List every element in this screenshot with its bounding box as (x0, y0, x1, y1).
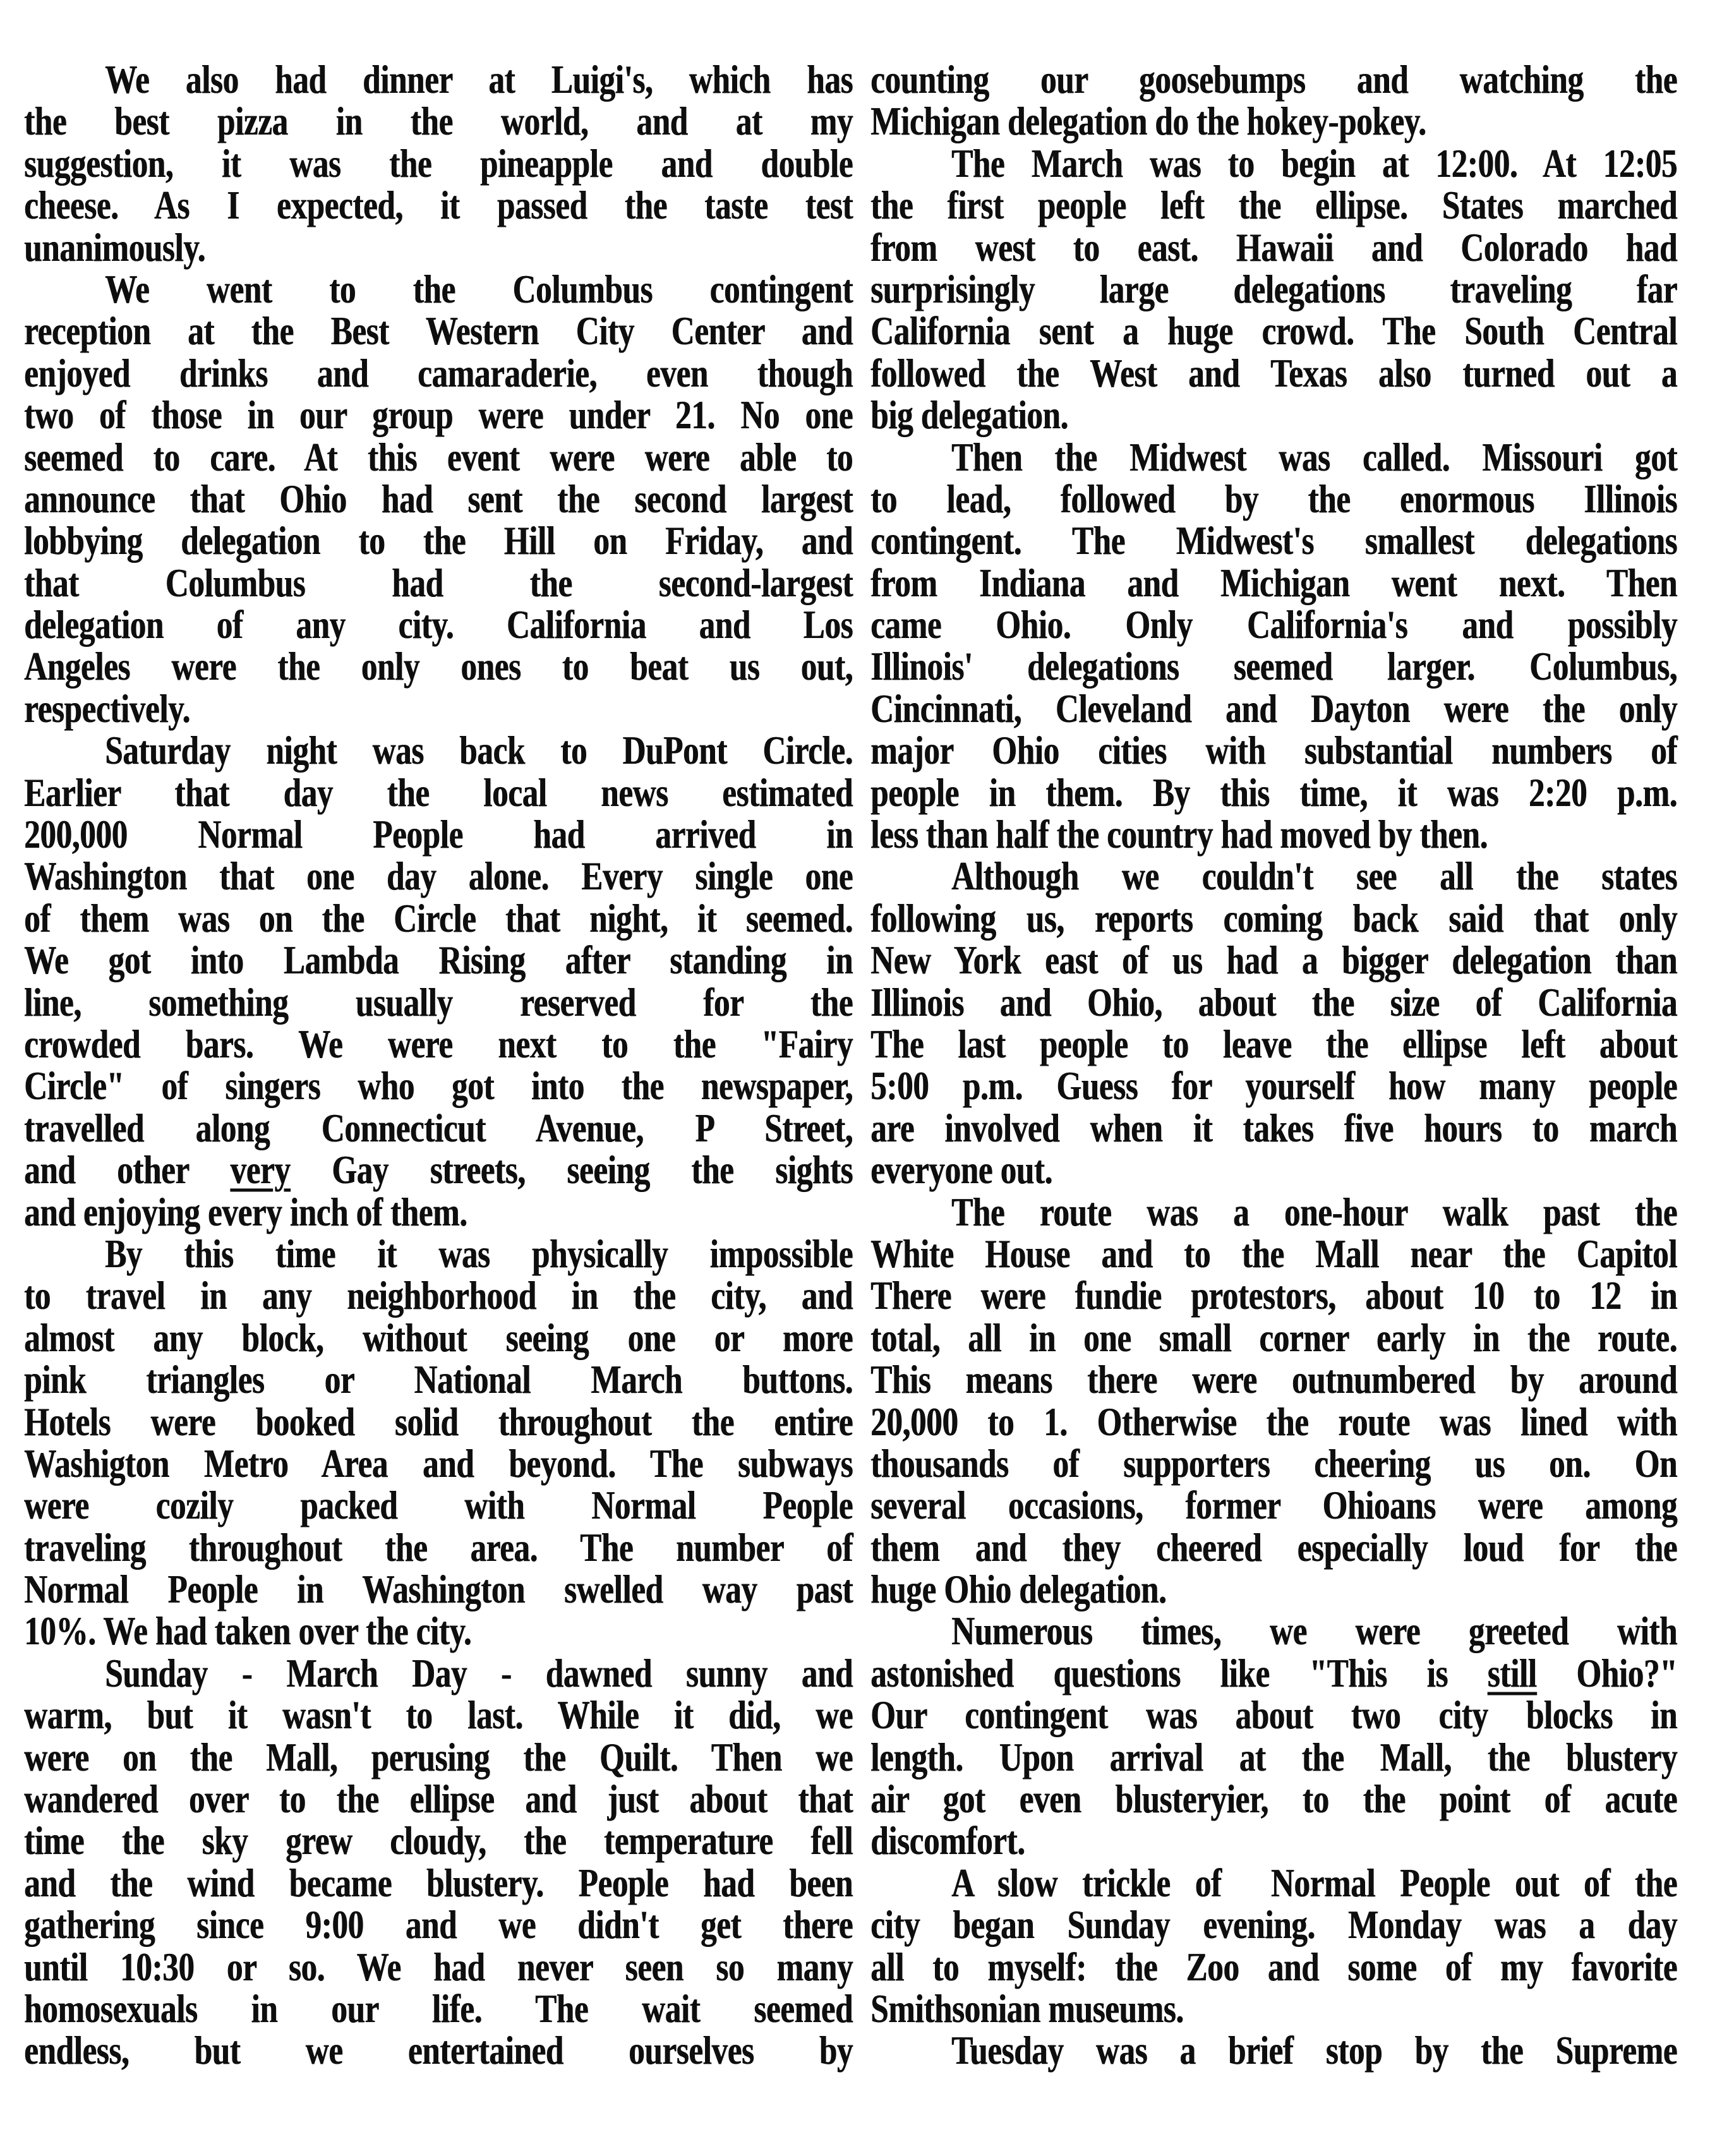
text-line: total, all in one small corner early in the route. (870, 1316, 1677, 1361)
text-line: Angeles were the only ones to beat us out, (24, 645, 853, 690)
text-line: This means there were outnumbered by around (870, 1358, 1677, 1402)
text-line: following us, reports coming back said that only (870, 897, 1677, 941)
text-line: traveling throughout the area. The number of (24, 1526, 853, 1570)
text-line: reception at the Best Western City Center and (24, 310, 853, 354)
text-line: thousands of supporters cheering us on. On (870, 1442, 1677, 1486)
text-line: We went to the Columbus contingent (105, 268, 853, 312)
text-line: Illinois' delegations seemed larger. Columbus, (870, 645, 1677, 690)
text-line: almost any block, without seeing one or more (24, 1316, 853, 1361)
text-line: all to myself: the Zoo and some of my favorite (870, 1945, 1677, 1990)
text-line: and enjoying every inch of them. (24, 1190, 467, 1235)
text-line: astonished questions like "This is still Ohio?" (870, 1652, 1678, 1696)
text-line: We got into Lambda Rising after standing in (24, 939, 853, 983)
text-line: and the wind became blustery. People had been (24, 1862, 853, 1906)
text-line: to lead, followed by the enormous Illinois (870, 478, 1677, 522)
text-line: 20,000 to 1. Otherwise the route was lined with (870, 1400, 1677, 1445)
text-line: Saturday night was back to DuPont Circle. (105, 729, 853, 773)
text-line: Tuesday was a brief stop by the Supreme (951, 2029, 1677, 2074)
text-line: crowded bars. We were next to the "Fairy (24, 1023, 853, 1067)
text-line: respectively. (24, 687, 190, 732)
text-line: time the sky grew cloudy, the temperature fell (24, 1819, 853, 1864)
text-line: Michigan delegation do the hokey-pokey. (870, 100, 1426, 145)
text-line: Our contingent was about two city blocks in (870, 1694, 1677, 1738)
text-line: The March was to begin at 12:00. At 12:05 (951, 142, 1677, 186)
text-line: A slow trickle of Normal People out of the (951, 1862, 1677, 1906)
text-line: California sent a huge crowd. The South Central (870, 310, 1677, 354)
text-line: contingent. The Midwest's smallest delegations (870, 519, 1677, 563)
text-line: announce that Ohio had sent the second largest (24, 478, 853, 522)
text-line: surprisingly large delegations traveling far (870, 268, 1677, 312)
text-line: the best pizza in the world, and at my (24, 100, 853, 145)
text-line: 10%. We had taken over the city. (24, 1610, 472, 1654)
text-line: delegation of any city. California and Los (24, 603, 853, 647)
text-line: Sunday - March Day - dawned sunny and (105, 1652, 853, 1696)
text-line: Then the Midwest was called. Missouri got (951, 435, 1677, 480)
text-line: from Indiana and Michigan went next. Then (870, 561, 1677, 606)
text-line: the first people left the ellipse. States marched (870, 184, 1677, 228)
text-line: to travel in any neighborhood in the city, and (24, 1274, 853, 1319)
text-line: less than half the country had moved by then. (870, 813, 1488, 857)
text-line: Numerous times, we were greeted with (951, 1610, 1677, 1654)
text-line: them and they cheered especially loud for the (870, 1526, 1677, 1570)
text-line: lobbying delegation to the Hill on Friday, and (24, 519, 853, 563)
text-line: There were fundie protestors, about 10 to 12 in (870, 1274, 1677, 1319)
text-line: pink triangles or National March buttons. (24, 1358, 853, 1402)
text-line: from west to east. Hawaii and Colorado had (870, 226, 1677, 270)
text-line: big delegation. (870, 394, 1068, 438)
text-line: New York east of us had a bigger delegation than (870, 939, 1677, 983)
text-line: several occasions, former Ohioans were among (870, 1484, 1677, 1528)
text-line: unanimously. (24, 226, 205, 270)
text-line: until 10:30 or so. We had never seen so many (24, 1945, 853, 1990)
text-line: that Columbus had the second-largest (24, 561, 853, 606)
underlined-word: still (1487, 1652, 1537, 1696)
text-line: and other very Gay streets, seeing the sights (24, 1148, 853, 1193)
text-line: two of those in our group were under 21. No one (24, 394, 853, 438)
text-line: 200,000 Normal People had arrived in (24, 813, 853, 857)
text-line: came Ohio. Only California's and possibly (870, 603, 1677, 647)
text-line: Washigton Metro Area and beyond. The subways (24, 1442, 853, 1486)
text-line: Although we couldn't see all the states (951, 855, 1677, 900)
text-line: huge Ohio delegation. (870, 1568, 1167, 1612)
text-line: are involved when it takes five hours to march (870, 1106, 1677, 1151)
text-line: Earlier that day the local news estimated (24, 771, 853, 816)
text-line: were on the Mall, perusing the Quilt. Then we (24, 1735, 853, 1780)
text-line: We also had dinner at Luigi's, which has (105, 58, 853, 102)
text-column-left (24, 59, 853, 2073)
text-line: The route was a one-hour walk past the (951, 1190, 1677, 1235)
text-line: 5:00 p.m. Guess for yourself how many people (870, 1064, 1677, 1109)
text-line: warm, but it wasn't to last. While it did, we (24, 1694, 853, 1738)
text-line: followed the West and Texas also turned out a (870, 351, 1677, 396)
text-line: gathering since 9:00 and we didn't get there (24, 1903, 853, 1948)
text-line: length. Upon arrival at the Mall, the blustery (870, 1735, 1677, 1780)
text-line: Cincinnati, Cleveland and Dayton were the only (870, 687, 1677, 732)
text-line: line, something usually reserved for the (24, 980, 853, 1025)
text-line: endless, but we entertained ourselves by (24, 2029, 853, 2074)
text-line: everyone out. (870, 1148, 1052, 1193)
text-line: were cozily packed with Normal People (24, 1484, 853, 1528)
text-line: suggestion, it was the pineapple and double (24, 142, 853, 186)
text-line: homosexuals in our life. The wait seemed (24, 1987, 853, 2032)
text-line: wandered over to the ellipse and just about that (24, 1778, 853, 1822)
text-line: Normal People in Washington swelled way past (24, 1568, 853, 1612)
text-line: city began Sunday evening. Monday was a day (870, 1903, 1677, 1948)
text-line: seemed to care. At this event were were able to (24, 435, 853, 480)
text-line: people in them. By this time, it was 2:20 p.m. (870, 771, 1677, 816)
text-line: travelled along Connecticut Avenue, P Street, (24, 1106, 853, 1151)
text-line: The last people to leave the ellipse left about (870, 1023, 1677, 1067)
text-line: air got even blusteryier, to the point of acute (870, 1778, 1677, 1822)
text-line: Circle" of singers who got into the newspaper, (24, 1064, 853, 1109)
text-line: enjoyed drinks and camaraderie, even though (24, 351, 853, 396)
text-line: By this time it was physically impossible (105, 1232, 853, 1277)
text-line: discomfort. (870, 1819, 1025, 1864)
text-line: Illinois and Ohio, about the size of California (870, 980, 1677, 1025)
text-line: Smithsonian museums. (870, 1987, 1184, 2032)
text-line: counting our goosebumps and watching the (870, 58, 1677, 102)
text-column-right (870, 59, 1677, 2073)
underlined-word: very (230, 1148, 291, 1193)
text-line: cheese. As I expected, it passed the taste test (24, 184, 853, 228)
text-line: Washington that one day alone. Every single one (24, 855, 853, 900)
text-line: of them was on the Circle that night, it seemed. (24, 897, 853, 941)
text-line: major Ohio cities with substantial numbers of (870, 729, 1677, 773)
text-line: Hotels were booked solid throughout the entire (24, 1400, 853, 1445)
text-line: White House and to the Mall near the Capitol (870, 1232, 1677, 1277)
